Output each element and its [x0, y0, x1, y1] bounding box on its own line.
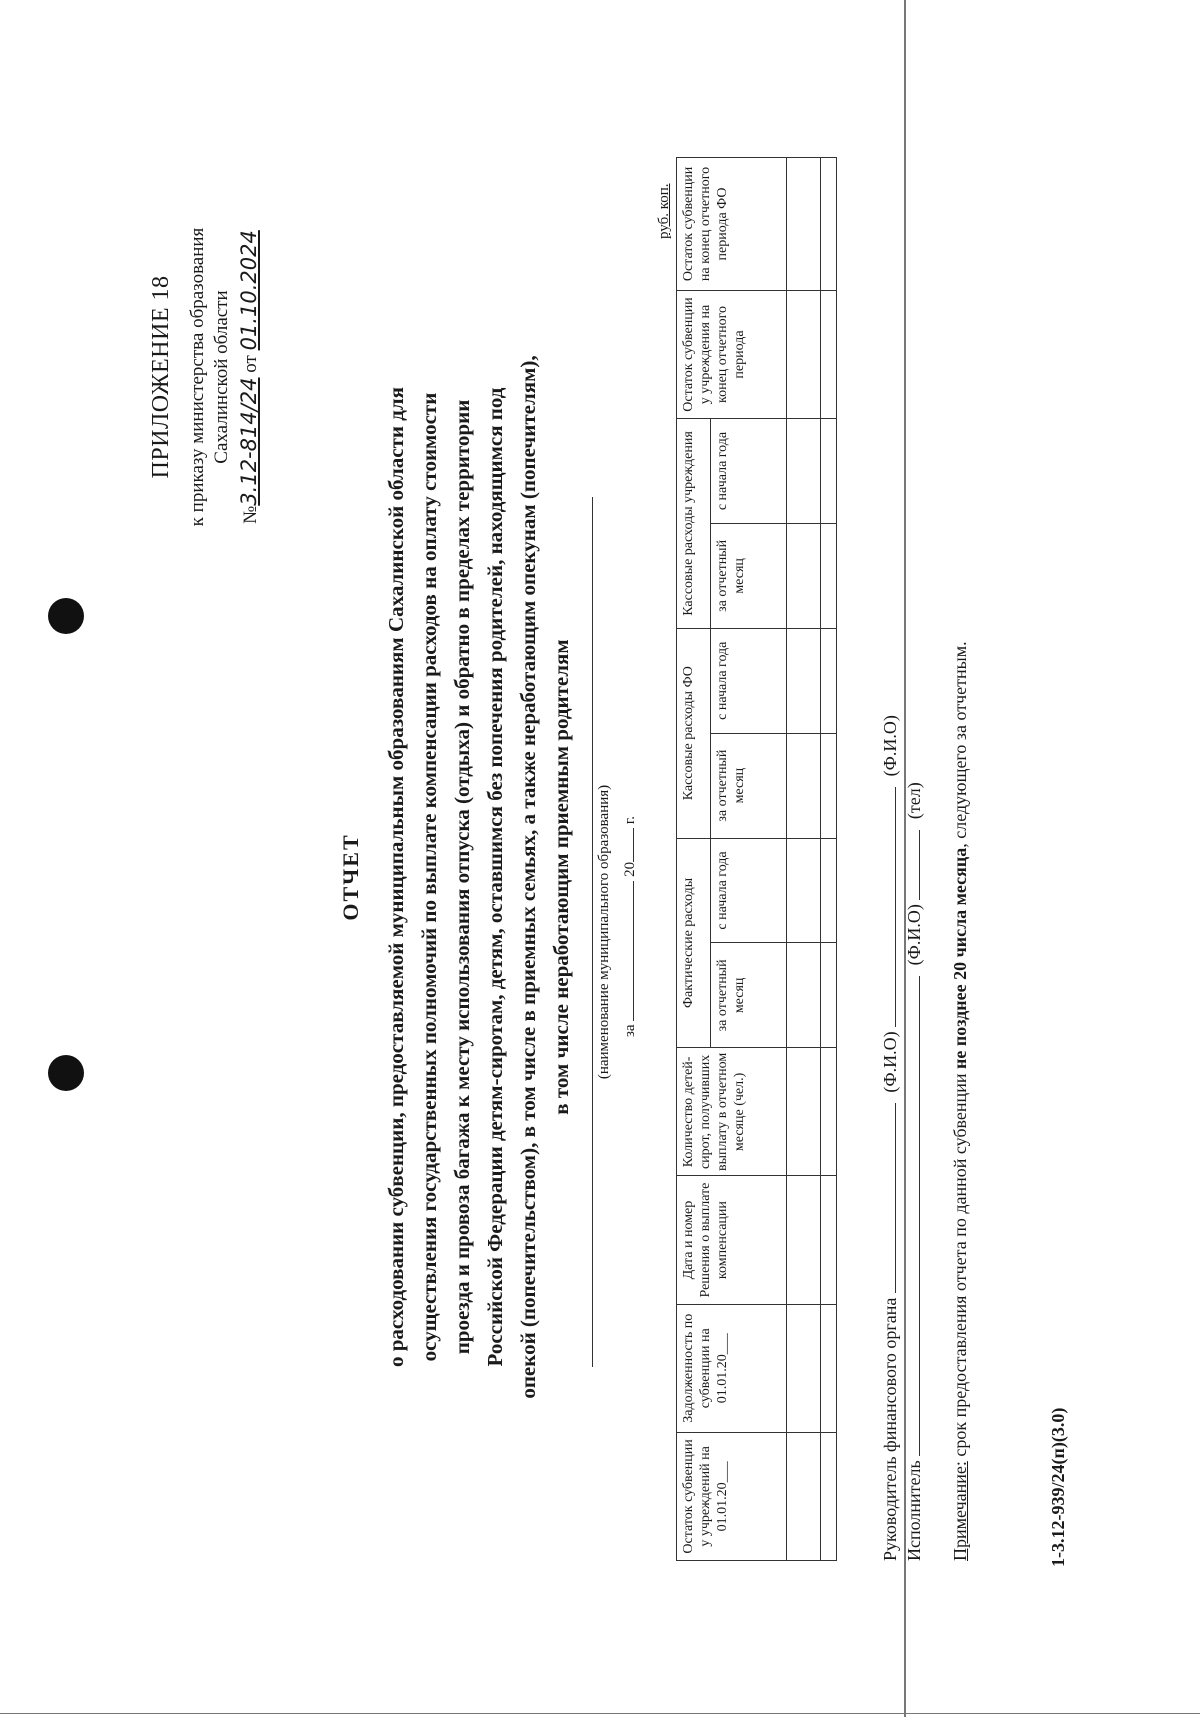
appendix-number: 3.12-814/24	[237, 377, 261, 506]
appendix-line1: к приказу министерства образования	[187, 227, 208, 527]
appendix-number-line	[237, 157, 262, 597]
subject-line-2: осуществления государственных полномочий по выплате компенсации расходов на оплату стоимости	[417, 392, 441, 1362]
sub-fo-year: с начала года	[711, 628, 787, 733]
sub-inst-month: за отчетный месяц	[711, 523, 787, 628]
col-header-cash-fo: Кассовые расходы ФО	[677, 628, 711, 838]
report-subject	[380, 57, 578, 1697]
executor-label: Исполнитель	[904, 1460, 924, 1561]
subject-line-3: проезда и провоза багажа к месту использования отпуска (отдыха) и обратно в пределах территории	[450, 399, 474, 1355]
subject-line-6: в том числе неработающим приемным родителям	[549, 639, 573, 1115]
period-line	[622, 816, 639, 1037]
sub-actual-month: за отчетный месяц	[711, 943, 787, 1048]
head-fio-1: (Ф.И.О)	[880, 1031, 900, 1093]
head-signature-line	[880, 715, 901, 1561]
subject-line-5: опекой (попечительством), в том числе в приемных семьях, а также неработающим опекунам (попечителям),	[516, 355, 540, 1399]
executor-signature-line	[904, 782, 925, 1561]
head-fio-2: (Ф.И.О)	[880, 715, 900, 777]
sub-fo-month: за отчетный месяц	[711, 733, 787, 838]
table-header-row	[677, 158, 711, 1561]
municipality-underline	[592, 497, 593, 1367]
table-row	[821, 158, 837, 1561]
appendix-line2: Сахалинской области	[211, 290, 232, 464]
period-suffix: г.	[622, 815, 638, 825]
subject-line-1: о расходовании субвенции, предоставляемой муниципальным образованиям Сахалинской области для	[384, 386, 408, 1368]
subject-line-4: Российской Федерации детям-сиротам, детям, оставшимся без попечения родителей, находящимся под	[483, 387, 507, 1367]
col-header-children-count: Количество детей-сирот, получивших выплату в отчетном месяце (чел.)	[677, 1048, 787, 1176]
appendix-block	[148, 157, 262, 597]
col-header-cash-institution: Кассовые расходы учреждения	[677, 419, 711, 629]
sub-inst-year: с начала года	[711, 419, 787, 524]
col-header-debt: Задолженность по субвенции на 01.01.20___	[677, 1304, 787, 1432]
note-tail: , следующего за отчетным.	[950, 641, 970, 848]
col-header-actual-expenses: Фактические расходы	[677, 838, 711, 1048]
municipality-caption: (наименование муниципального образования)	[596, 784, 612, 1080]
rotated-document	[20, 57, 1100, 1697]
period-year-prefix: 20	[622, 861, 638, 877]
number-prefix: №	[240, 505, 261, 524]
date-prefix: от	[240, 355, 261, 373]
document-code: 1-3.12-939/24(п)(3.0)	[1048, 1407, 1068, 1567]
executor-fio: (Ф.И.О)	[904, 904, 924, 966]
note-line	[950, 641, 971, 1561]
col-header-remain-start: Остаток субвенции у учреждений на 01.01.20___	[677, 1432, 787, 1560]
col-header-decision: Дата и номер Решения о выплате компенсации	[677, 1176, 787, 1304]
scan-edge-bottom	[0, 1713, 1200, 1714]
report-title: ОТЧЕТ	[338, 833, 363, 921]
units-label: руб. коп.	[656, 183, 672, 239]
sub-actual-year: с начала года	[711, 838, 787, 943]
note-deadline: не позднее 20 числа месяца	[950, 847, 970, 1070]
period-prefix: за	[622, 1024, 638, 1037]
report-table	[676, 157, 837, 1561]
note-label: Примечание:	[950, 1461, 970, 1561]
appendix-date: 01.10.2024	[237, 230, 261, 351]
head-label: Руководитель финансового органа	[880, 1297, 900, 1561]
executor-phone: (тел)	[904, 782, 924, 820]
note-text: срок предоставления отчета по данной субвенции	[950, 1069, 970, 1462]
col-header-remain-institution-end: Остаток субвенции у учреждения на конец отчетного периода	[677, 290, 787, 418]
table-row	[787, 158, 821, 1561]
col-header-remain-fo-end: Остаток субвенции на конец отчетного периода ФО	[677, 158, 787, 291]
appendix-title: ПРИЛОЖЕНИЕ 18	[148, 275, 174, 479]
